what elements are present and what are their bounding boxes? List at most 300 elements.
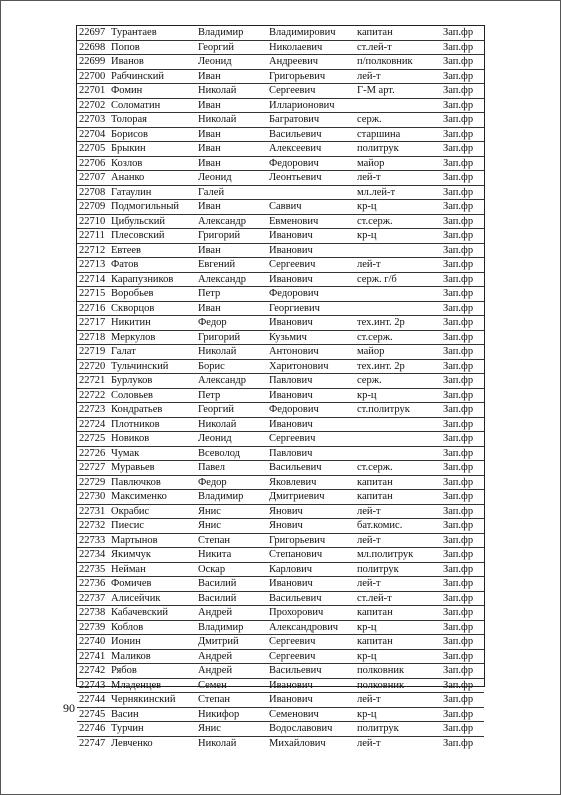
front: Зап.фр: [443, 491, 474, 502]
table-row: [77, 229, 484, 244]
first-name: Андрей: [198, 607, 233, 618]
patronymic: Иванович: [269, 317, 313, 328]
patronymic: Сергеевич: [269, 85, 316, 96]
first-name: Иван: [198, 157, 221, 169]
rank: бат.комис.: [357, 520, 403, 531]
first-name: Федор: [198, 317, 227, 328]
record-number: 22724: [79, 418, 106, 430]
rank: кр-ц: [357, 389, 377, 401]
last-name: Ананко: [111, 172, 145, 183]
record-number: 22745: [79, 708, 106, 720]
record-number: 22714: [79, 273, 106, 285]
record-number: 22744: [79, 694, 106, 705]
patronymic: Владимирович: [269, 27, 336, 38]
front: Зап.фр: [443, 534, 474, 546]
first-name: Евгений: [198, 259, 236, 270]
first-name: Янис: [198, 520, 221, 531]
first-name: Василий: [198, 592, 237, 604]
last-name: Левченко: [111, 737, 153, 749]
front: Зап.фр: [443, 447, 474, 459]
first-name: Александр: [198, 215, 246, 227]
rank: п/полковник: [357, 56, 413, 67]
patronymic: Прохорович: [269, 607, 324, 618]
patronymic: Федорович: [269, 288, 319, 299]
record-number: 22700: [79, 70, 106, 82]
rank: майор: [357, 346, 385, 357]
record-number: 22704: [79, 128, 106, 140]
patronymic: Андреевич: [269, 56, 318, 67]
front: Зап.фр: [443, 578, 474, 589]
front: Зап.фр: [443, 56, 474, 67]
first-name: Владимир: [198, 491, 244, 502]
record-number: 22703: [79, 114, 106, 125]
record-number: 22731: [79, 505, 106, 517]
record-number: 22697: [79, 27, 106, 38]
first-name: Леонид: [198, 433, 232, 444]
last-name: Турантаев: [111, 27, 157, 38]
front: Зап.фр: [443, 737, 474, 749]
last-name: Соломатин: [111, 99, 161, 111]
last-name: Ионин: [111, 636, 141, 647]
first-name: Иван: [198, 99, 221, 111]
record-number: 22721: [79, 375, 106, 386]
record-number: 22742: [79, 665, 106, 676]
table-row: [77, 505, 484, 520]
record-number: 22733: [79, 534, 106, 546]
record-number: 22699: [79, 56, 106, 67]
roster-table: [76, 25, 485, 749]
rank: старшина: [357, 128, 401, 140]
patronymic: Водославович: [269, 723, 333, 734]
front: Зап.фр: [443, 636, 474, 647]
first-name: Оскар: [198, 563, 226, 575]
table-row: [77, 41, 484, 56]
record-number: 22717: [79, 317, 106, 328]
first-name: Федор: [198, 476, 227, 488]
last-name: Гатаулин: [111, 186, 152, 198]
last-name: Павлючков: [111, 476, 161, 488]
last-name: Чумак: [111, 447, 140, 459]
rank: лей-т: [357, 259, 381, 270]
table-row: [77, 55, 484, 70]
patronymic: Георгиевич: [269, 302, 320, 314]
last-name: Карапузников: [111, 273, 174, 285]
rank: кр-ц: [357, 621, 377, 633]
rank: полковник: [357, 679, 405, 691]
first-name: Петр: [198, 389, 221, 401]
last-name: Васин: [111, 708, 139, 720]
last-name: Фомичев: [111, 578, 152, 589]
last-name: Козлов: [111, 157, 143, 169]
last-name: Борисов: [111, 128, 149, 140]
table-row: [77, 447, 484, 462]
last-name: Евтеев: [111, 244, 141, 256]
patronymic: Васильевич: [269, 592, 322, 604]
rank: мл.политрук: [357, 549, 414, 560]
last-name: Мартынов: [111, 534, 158, 546]
table-row: [77, 186, 484, 201]
front: Зап.фр: [443, 650, 474, 662]
rank: лей-т: [357, 694, 381, 705]
rank: ст.лей-т: [357, 592, 392, 604]
first-name: Владимир: [198, 621, 244, 633]
record-number: 22702: [79, 99, 106, 111]
patronymic: Алексеевич: [269, 143, 322, 154]
front: Зап.фр: [443, 708, 474, 720]
patronymic: Григорьевич: [269, 534, 326, 546]
last-name: Чернякинский: [111, 694, 176, 705]
rank: капитан: [357, 607, 393, 618]
patronymic: Иванович: [269, 244, 313, 256]
last-name: Тульчинский: [111, 360, 169, 372]
last-name: Рабчинский: [111, 70, 164, 82]
table-row: [77, 722, 484, 737]
rank: политрук: [357, 143, 399, 154]
last-name: Новиков: [111, 433, 150, 444]
rank: ст.политрук: [357, 404, 410, 415]
front: Зап.фр: [443, 694, 474, 705]
first-name: Семен: [198, 679, 227, 691]
rank: мл.лей-т: [357, 186, 396, 198]
first-name: Александр: [198, 273, 246, 285]
rank: ст.лей-т: [357, 41, 392, 53]
front: Зап.фр: [443, 70, 474, 82]
record-number: 22698: [79, 41, 106, 53]
rank: лей-т: [357, 737, 381, 749]
front: Зап.фр: [443, 128, 474, 140]
patronymic: Семенович: [269, 708, 319, 720]
record-number: 22730: [79, 491, 106, 502]
patronymic: Карлович: [269, 563, 312, 575]
last-name: Маликов: [111, 650, 151, 662]
record-number: 22735: [79, 563, 106, 575]
patronymic: Николаевич: [269, 41, 323, 53]
front: Зап.фр: [443, 476, 474, 488]
last-name: Плотников: [111, 418, 160, 430]
first-name: Николай: [198, 418, 237, 430]
patronymic: Иванович: [269, 418, 313, 430]
rank: ст.серж.: [357, 215, 393, 227]
first-name: Борис: [198, 360, 225, 372]
front: Зап.фр: [443, 215, 474, 227]
rank: политрук: [357, 723, 399, 734]
patronymic: Сергеевич: [269, 636, 316, 647]
front: Зап.фр: [443, 230, 474, 241]
patronymic: Янович: [269, 505, 303, 517]
table-row: [77, 374, 484, 389]
record-number: 22747: [79, 737, 106, 749]
table-row: [77, 708, 484, 723]
patronymic: Павлович: [269, 375, 313, 386]
table-row: [77, 316, 484, 331]
front: Зап.фр: [443, 85, 474, 96]
front: Зап.фр: [443, 621, 474, 633]
rank: политрук: [357, 563, 399, 575]
record-number: 22712: [79, 244, 106, 256]
patronymic: Иванович: [269, 694, 313, 705]
patronymic: Сергеевич: [269, 650, 316, 662]
record-number: 22737: [79, 592, 106, 604]
table-row: [77, 592, 484, 607]
record-number: 22734: [79, 549, 106, 560]
record-number: 22736: [79, 578, 106, 589]
front: Зап.фр: [443, 665, 474, 676]
front: Зап.фр: [443, 201, 474, 212]
patronymic: Багратович: [269, 114, 320, 125]
rank: Г-М арт.: [357, 85, 395, 96]
table-row: [77, 621, 484, 636]
patronymic: Иванович: [269, 273, 313, 285]
rank: лей-т: [357, 70, 381, 82]
last-name: Никитин: [111, 317, 151, 328]
record-number: 22740: [79, 636, 106, 647]
table-row: [77, 258, 484, 273]
last-name: Цибульский: [111, 215, 165, 227]
record-number: 22722: [79, 389, 106, 401]
patronymic: Васильевич: [269, 462, 322, 473]
table-row: [77, 737, 484, 751]
front: Зап.фр: [443, 27, 474, 38]
last-name: Галат: [111, 346, 136, 357]
table-row: [77, 157, 484, 172]
record-number: 22739: [79, 621, 106, 633]
record-number: 22743: [79, 679, 106, 691]
rank: лей-т: [357, 578, 381, 589]
record-number: 22727: [79, 462, 106, 473]
front: Зап.фр: [443, 723, 474, 734]
last-name: Кабачевский: [111, 607, 168, 618]
table-row: [77, 490, 484, 505]
rank: кр-ц: [357, 230, 377, 241]
front: Зап.фр: [443, 273, 474, 285]
last-name: Пиесис: [111, 520, 145, 531]
record-number: 22726: [79, 447, 106, 459]
first-name: Леонид: [198, 56, 232, 67]
front: Зап.фр: [443, 360, 474, 372]
rank: капитан: [357, 491, 393, 502]
rank: лей-т: [357, 172, 381, 183]
table-row: [77, 345, 484, 360]
last-name: Муравьев: [111, 462, 155, 473]
front: Зап.фр: [443, 288, 474, 299]
table-row: [77, 650, 484, 665]
table-row: [77, 403, 484, 418]
first-name: Николай: [198, 737, 237, 749]
first-name: Галей: [198, 186, 225, 198]
first-name: Николай: [198, 85, 237, 96]
rank: майор: [357, 157, 385, 169]
front: Зап.фр: [443, 157, 474, 169]
record-number: 22746: [79, 723, 106, 734]
first-name: Иван: [198, 70, 221, 82]
first-name: Никифор: [198, 708, 240, 720]
table-row: [77, 679, 484, 694]
last-name: Кондратьев: [111, 404, 163, 415]
table-row: [77, 70, 484, 85]
table-row: [77, 302, 484, 317]
table-row: [77, 287, 484, 302]
patronymic: Саввич: [269, 201, 302, 212]
record-number: 22741: [79, 650, 106, 662]
patronymic: Васильевич: [269, 128, 322, 140]
record-number: 22720: [79, 360, 106, 372]
table-row: [77, 389, 484, 404]
rank: серж.: [357, 375, 382, 386]
table-row: [77, 534, 484, 549]
front: Зап.фр: [443, 549, 474, 560]
last-name: Иванов: [111, 56, 144, 67]
front: Зап.фр: [443, 172, 474, 183]
patronymic: Степанович: [269, 549, 323, 560]
record-number: 22706: [79, 157, 106, 169]
table-row: [77, 244, 484, 259]
front: Зап.фр: [443, 302, 474, 314]
table-row: [77, 273, 484, 288]
table-row: [77, 215, 484, 230]
last-name: Фатов: [111, 259, 139, 270]
front: Зап.фр: [443, 317, 474, 328]
front: Зап.фр: [443, 375, 474, 386]
last-name: Воробьев: [111, 288, 154, 299]
patronymic: Иванович: [269, 578, 313, 589]
first-name: Павел: [198, 462, 226, 473]
first-name: Никита: [198, 549, 232, 560]
record-number: 22718: [79, 331, 106, 343]
patronymic: Сергеевич: [269, 433, 316, 444]
first-name: Андрей: [198, 665, 233, 676]
patronymic: Харитонович: [269, 360, 329, 372]
patronymic: Григорьевич: [269, 70, 326, 82]
front: Зап.фр: [443, 114, 474, 125]
rank: капитан: [357, 636, 393, 647]
last-name: Бурлуков: [111, 375, 153, 386]
first-name: Григорий: [198, 230, 241, 241]
last-name: Толорая: [111, 114, 147, 125]
record-number: 22701: [79, 85, 106, 96]
record-number: 22710: [79, 215, 106, 227]
front: Зап.фр: [443, 505, 474, 517]
first-name: Леонид: [198, 172, 232, 183]
last-name: Рябов: [111, 665, 137, 676]
last-name: Коблов: [111, 621, 144, 633]
front: Зап.фр: [443, 389, 474, 401]
rank: серж. г/б: [357, 273, 397, 285]
rank: тех.инт. 2р: [357, 317, 405, 328]
front: Зап.фр: [443, 346, 474, 357]
table-row: [77, 563, 484, 578]
table-row: [77, 577, 484, 592]
first-name: Иван: [198, 143, 221, 154]
first-name: Всеволод: [198, 447, 240, 459]
patronymic: Яковлевич: [269, 476, 317, 488]
table-row: [77, 432, 484, 447]
patronymic: Кузьмич: [269, 331, 307, 343]
patronymic: Янович: [269, 520, 303, 531]
first-name: Иван: [198, 128, 221, 140]
first-name: Николай: [198, 114, 237, 125]
rank: кр-ц: [357, 708, 377, 720]
last-name: Фомин: [111, 85, 143, 96]
patronymic: Евменович: [269, 215, 319, 227]
table-row: [77, 548, 484, 563]
table-row: [77, 635, 484, 650]
front: Зап.фр: [443, 592, 474, 604]
table-row: [77, 360, 484, 375]
table-row: [77, 26, 484, 41]
table-row: [77, 113, 484, 128]
last-name: Плесовский: [111, 230, 165, 241]
table-row: [77, 693, 484, 708]
first-name: Иван: [198, 302, 221, 314]
front: Зап.фр: [443, 520, 474, 531]
front: Зап.фр: [443, 186, 474, 198]
first-name: Степан: [198, 694, 231, 705]
record-number: 22723: [79, 404, 106, 415]
record-number: 22715: [79, 288, 106, 299]
patronymic: Михайлович: [269, 737, 326, 749]
first-name: Георгий: [198, 404, 234, 415]
rank: полковник: [357, 665, 405, 676]
patronymic: Илларионович: [269, 99, 335, 111]
front: Зап.фр: [443, 404, 474, 415]
patronymic: Павлович: [269, 447, 313, 459]
patronymic: Федорович: [269, 157, 319, 169]
patronymic: Леонтьевич: [269, 172, 322, 183]
patronymic: Васильевич: [269, 665, 322, 676]
patronymic: Сергеевич: [269, 259, 316, 270]
first-name: Александр: [198, 375, 246, 386]
record-number: 22738: [79, 607, 106, 618]
first-name: Иван: [198, 201, 221, 212]
record-number: 22709: [79, 201, 106, 212]
patronymic: Александрович: [269, 621, 339, 633]
front: Зап.фр: [443, 433, 474, 444]
record-number: 22711: [79, 230, 105, 241]
first-name: Иван: [198, 244, 221, 256]
front: Зап.фр: [443, 679, 474, 691]
front: Зап.фр: [443, 462, 474, 473]
rank: капитан: [357, 476, 393, 488]
table-row: [77, 200, 484, 215]
first-name: Янис: [198, 723, 221, 734]
rank: лей-т: [357, 505, 381, 517]
first-name: Янис: [198, 505, 221, 517]
rank: ст.серж.: [357, 331, 393, 343]
table-row: [77, 461, 484, 476]
first-name: Степан: [198, 534, 231, 546]
table-row: [77, 606, 484, 621]
table-row: [77, 142, 484, 157]
front: Зап.фр: [443, 563, 474, 575]
patronymic: Федорович: [269, 404, 319, 415]
table-row: [77, 418, 484, 433]
patronymic: Иванович: [269, 389, 313, 401]
front: Зап.фр: [443, 143, 474, 154]
last-name: Младенцев: [111, 679, 162, 691]
rank: кр-ц: [357, 201, 377, 212]
record-number: 22732: [79, 520, 106, 531]
table-row: [77, 99, 484, 114]
front: Зап.фр: [443, 41, 474, 53]
record-number: 22707: [79, 172, 106, 183]
table-row: [77, 171, 484, 186]
front: Зап.фр: [443, 259, 474, 270]
record-number: 22713: [79, 259, 106, 270]
front: Зап.фр: [443, 418, 474, 430]
table-row: [77, 476, 484, 491]
last-name: Соловьев: [111, 389, 153, 401]
last-name: Алисейчик: [111, 592, 161, 604]
